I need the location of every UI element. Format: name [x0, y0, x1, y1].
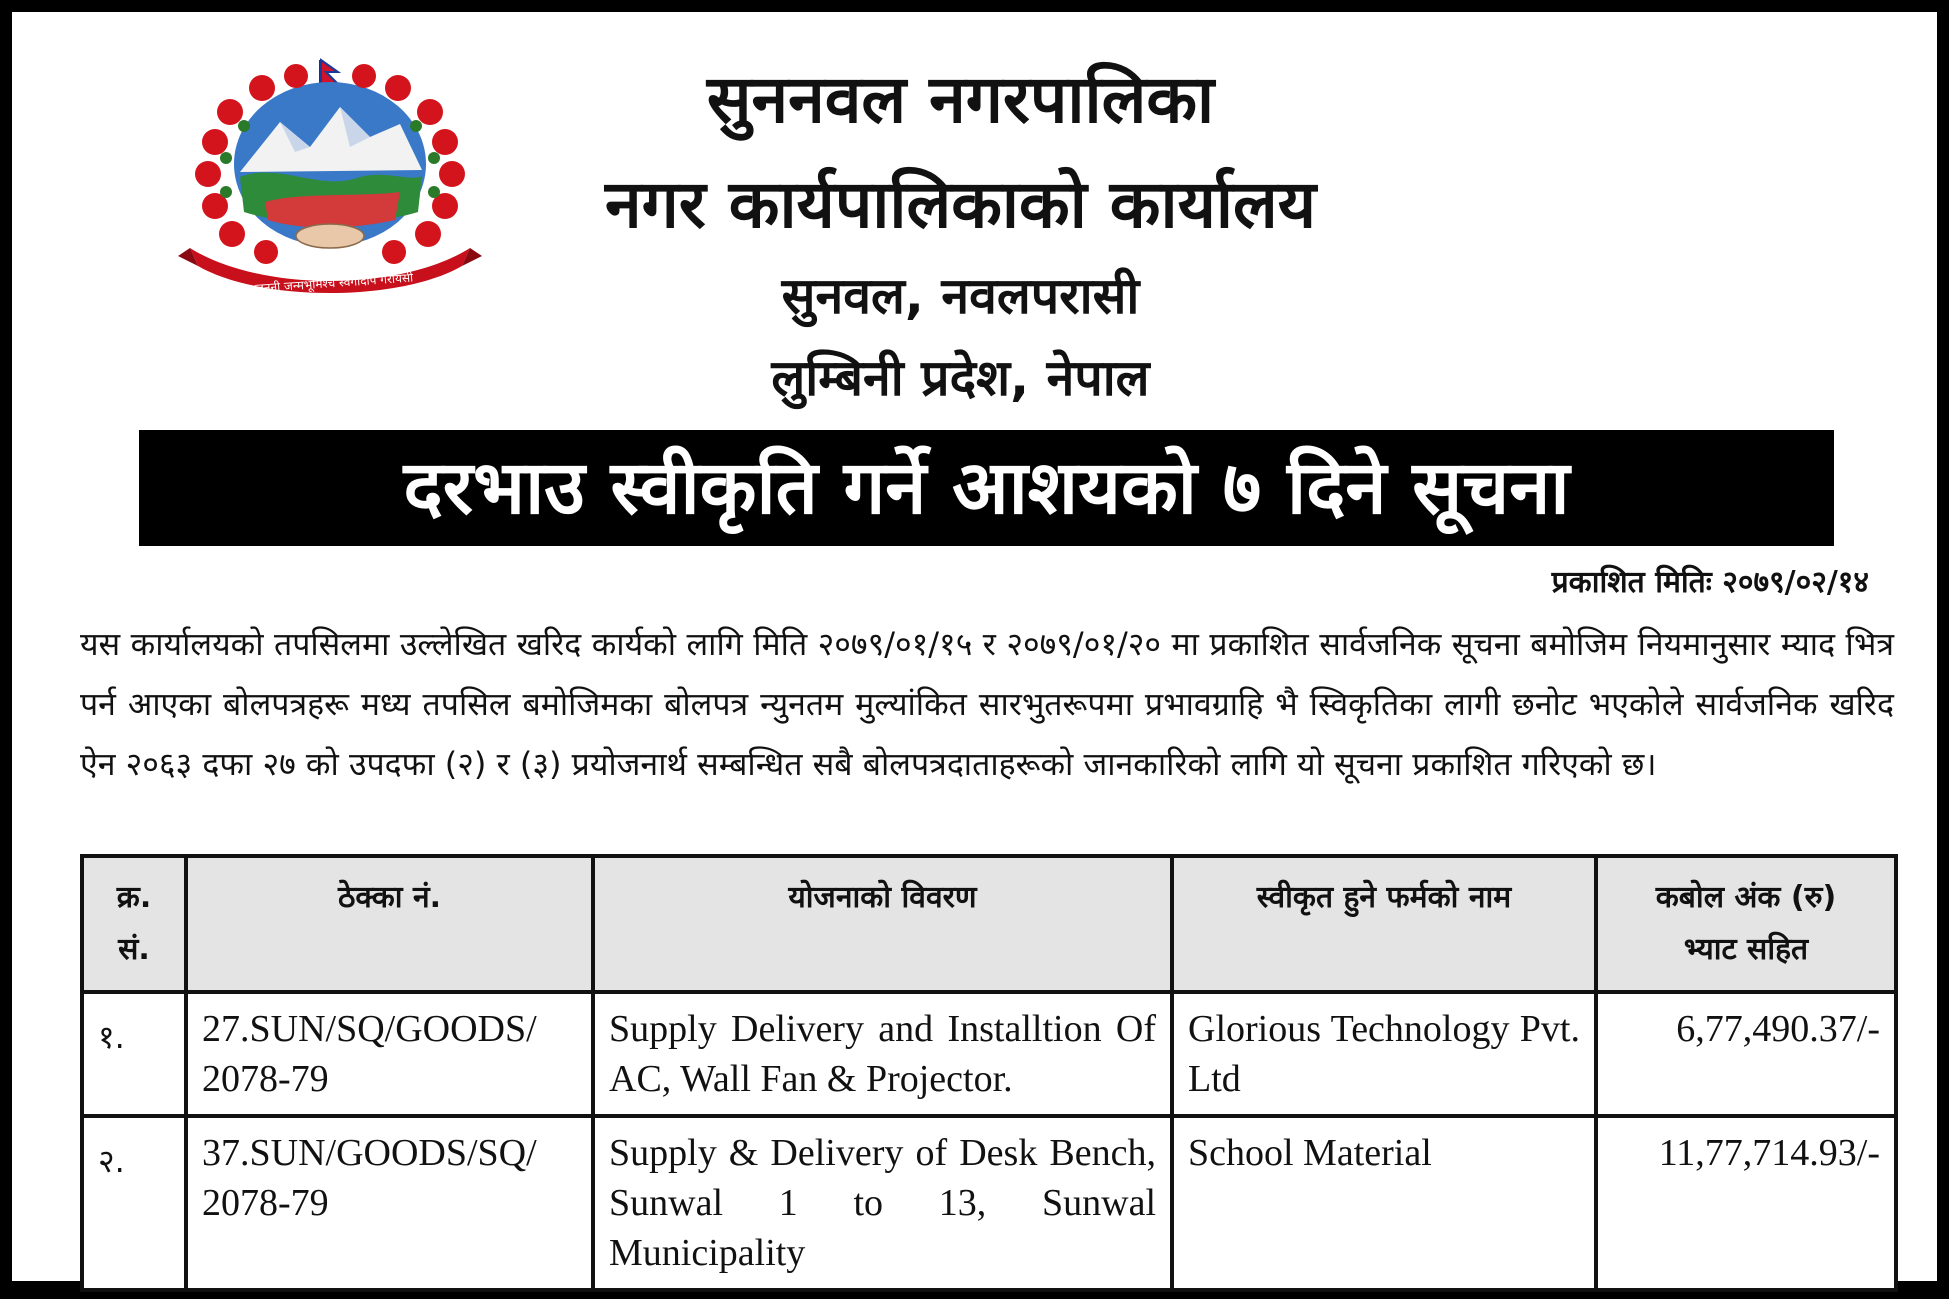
- table-header-row: [82, 856, 1896, 992]
- published-date: प्रकाशित मितिः २०७९/०२/१४: [1551, 565, 1869, 600]
- header-sn: [82, 856, 186, 992]
- row-contract-no: 27.SUN/SQ/GOODS/ 2078-79: [186, 992, 593, 1116]
- row-firm: School Material: [1172, 1116, 1596, 1290]
- row-description: Supply Delivery and Installtion Of AC, Wall Fan & Projector.: [593, 992, 1172, 1116]
- emblem-motto: जननी जन्मभूमिश्च स्वर्गादपि गरीयसी: [254, 270, 414, 296]
- header-contract-no: ठेक्का नं.: [186, 856, 593, 992]
- header-amount-line2: भ्याट सहित: [1683, 932, 1809, 967]
- table-row: [82, 992, 1896, 1116]
- province-line: लुम्बिनी प्रदेश, नेपाल: [771, 349, 1150, 407]
- row-sn: २.: [82, 1116, 186, 1290]
- header-sn-line1: क्र.: [116, 880, 152, 915]
- table-row: [82, 1116, 1896, 1290]
- row-amount: 11,77,714.93/-: [1596, 1116, 1896, 1290]
- row-description: Supply & Delivery of Desk Bench, Sunwal 1 to 13, Sunwal Municipality: [593, 1116, 1172, 1290]
- header-amount: [1596, 856, 1896, 992]
- row-contract-no: 37.SUN/GOODS/SQ/ 2078-79: [186, 1116, 593, 1290]
- row-sn: १.: [82, 992, 186, 1116]
- notice-body: यस कार्यालयको तपसिलमा उल्लेखित खरिद कार्यको लागि मिति २०७९/०१/१५ र २०७९/०१/२० मा प्रकाशित सार्वजनिक सूचना बमोजिम नियमानुसार म्याद भित्र पर्न आएका बोलपत्रहरू मध्य तपसिल बमोजिमका बोलपत्र न्युनतम मुल्यांकित सारभुतरूपमा प्रभावग्राहि भै स्विकृतिका लागी छनोट भएकोले सार्वजनिक खरिद ऐन २०६३ दफा २७ को उपदफा (२) र (३) प्रयोजनार्थ सम्बन्धित सबै बोलपत्रदाताहरूको जानकारिको लागि यो सूचना प्रकाशित गरिएको छ।: [80, 625, 1894, 783]
- row-firm: Glorious Technology Pvt. Ltd: [1172, 992, 1596, 1116]
- address-line: सुनवल, नवलपरासी: [781, 267, 1140, 325]
- office-name: नगर कार्यपालिकाको कार्यालय: [605, 166, 1316, 243]
- header-amount-line1: कबोल अंक (रु): [1655, 880, 1837, 915]
- notice-title-banner: दरभाउ स्वीकृति गर्ने आशयको ७ दिने सूचना: [139, 430, 1834, 546]
- header-firm: स्वीकृत हुने फर्मको नाम: [1172, 856, 1596, 992]
- header-sn-line2: सं.: [118, 932, 150, 967]
- row-amount: 6,77,490.37/-: [1596, 992, 1896, 1116]
- org-name: सुननवल नगरपालिका: [706, 61, 1215, 138]
- header-description: योजनाको विवरण: [593, 856, 1172, 992]
- bid-table: [80, 854, 1898, 1292]
